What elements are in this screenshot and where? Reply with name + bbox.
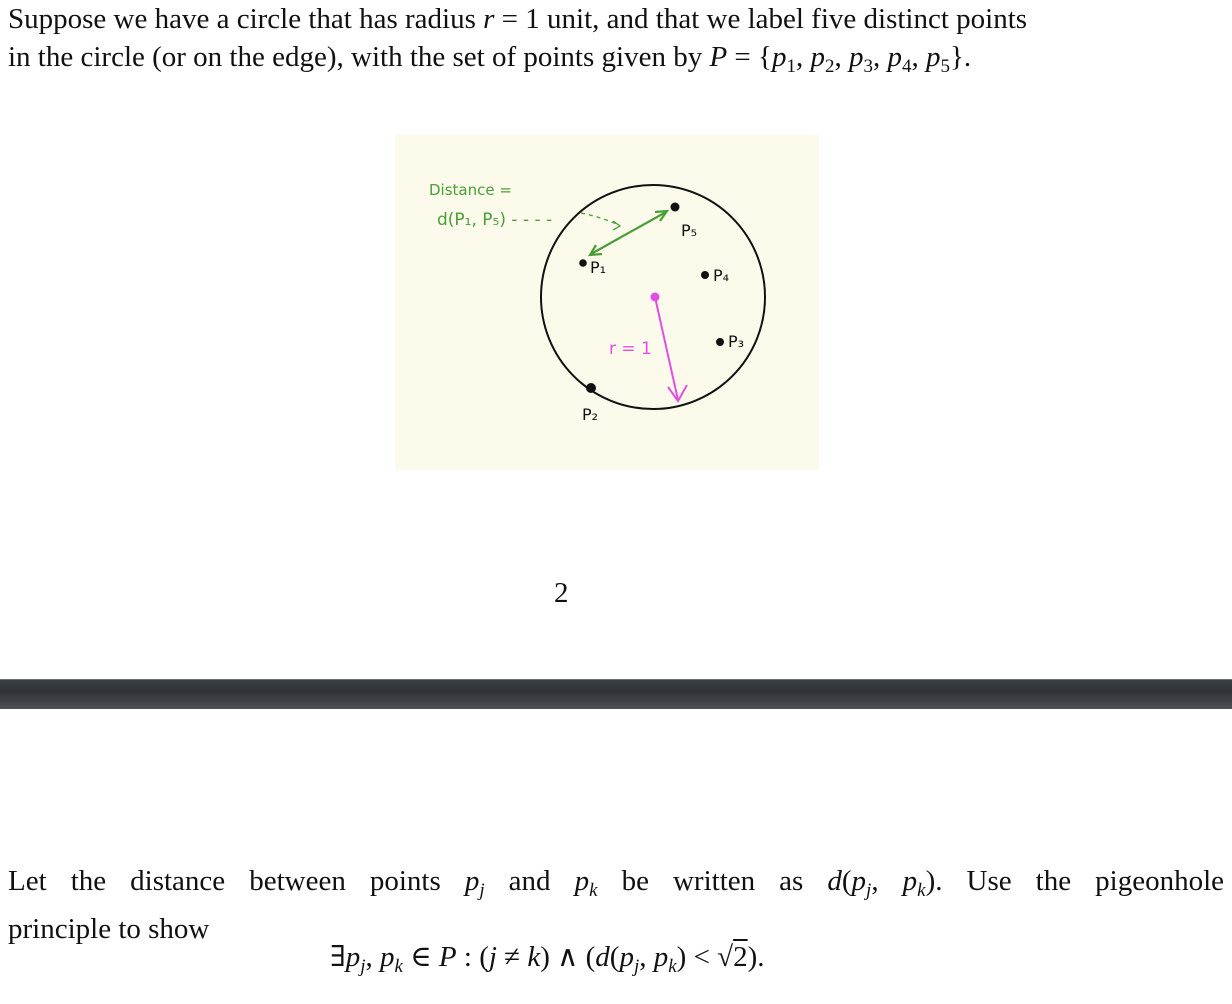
point-p5-label: P₅ bbox=[681, 221, 698, 240]
set-symbol: P bbox=[709, 41, 728, 73]
exists-symbol: ∃ bbox=[330, 941, 346, 973]
less-than-symbol: ) < bbox=[676, 941, 718, 973]
page-divider bbox=[0, 679, 1232, 709]
distance-label: Distance = bbox=[429, 181, 512, 199]
logical-and-symbol: ) ∧ ( bbox=[540, 941, 596, 973]
point-p5-dot bbox=[671, 203, 680, 212]
radius-label: r = 1 bbox=[609, 339, 652, 359]
point-p3-dot bbox=[716, 338, 724, 346]
intro-paragraph bbox=[8, 0, 1027, 86]
intro-line-2: in the circle (or on the edge), with the set of points given by $P = \{p_1$, $p_2$, $p_3$, $p_4$, $p_5$}. bbox=[8, 41, 972, 77]
question-paragraph bbox=[8, 862, 1224, 948]
distance-expression: d(P₁, P₅) - - - - bbox=[437, 210, 553, 230]
point-p4-dot bbox=[701, 271, 709, 279]
intro-text-3: in the circle (or on the edge), with the set of points given by bbox=[8, 41, 703, 73]
circle-center-dot bbox=[651, 293, 660, 302]
sqrt-radicand: 2 bbox=[733, 941, 748, 973]
point-p2-label: P₂ bbox=[582, 405, 599, 424]
set-open: = { bbox=[727, 41, 772, 73]
point-p5-symbol: p bbox=[925, 41, 941, 73]
question-line-2: principle to show bbox=[8, 913, 210, 945]
target-formula: $\exists p_j$, $p_k$ ∈ P : (j ≠ k) ∧ ($d(p_j$, $p_k) < √2$). bbox=[330, 941, 765, 977]
point-p3-label: P₃ bbox=[728, 332, 745, 351]
page-number: 2 bbox=[554, 577, 569, 609]
index-j: j bbox=[488, 941, 497, 973]
intro-line-1 bbox=[8, 0, 1027, 38]
point-p1-dot bbox=[579, 259, 587, 267]
point-p4-symbol: p bbox=[887, 41, 902, 73]
question-text-d: . Use the pigeonhole bbox=[935, 865, 1225, 897]
point-p4-label: P₄ bbox=[713, 266, 730, 285]
intro-text-1: Suppose we have a circle that has radius bbox=[8, 3, 476, 35]
point-p1-label: P₁ bbox=[590, 258, 607, 277]
index-k: k bbox=[527, 941, 541, 973]
question-text-c: be written as bbox=[621, 865, 804, 897]
formula-colon: : ( bbox=[456, 941, 489, 973]
point-p1-symbol: p bbox=[771, 41, 787, 73]
point-p3-symbol: p bbox=[848, 41, 864, 73]
element-of-symbol: ∈ bbox=[402, 941, 439, 973]
question-text-a: Let the distance between points bbox=[8, 865, 441, 897]
set-close: }. bbox=[949, 41, 972, 73]
not-equal-symbol: ≠ bbox=[496, 941, 528, 973]
intro-text-2: = 1 unit, and that we label five distinct points bbox=[494, 3, 1028, 35]
point-p2-dot bbox=[586, 383, 596, 393]
sqrt-symbol: √ bbox=[717, 941, 734, 973]
circle-figure bbox=[395, 135, 819, 470]
question-line-1: Let the distance between points $p_j$ and $p_k$ be written as $d(p_j$, $p_k$). Use the pigeonhole bbox=[8, 865, 1225, 901]
formula-end: ). bbox=[747, 941, 765, 973]
point-p2-symbol: p bbox=[810, 41, 825, 73]
radius-symbol: r bbox=[483, 3, 495, 35]
question-text-b: and bbox=[508, 865, 551, 897]
